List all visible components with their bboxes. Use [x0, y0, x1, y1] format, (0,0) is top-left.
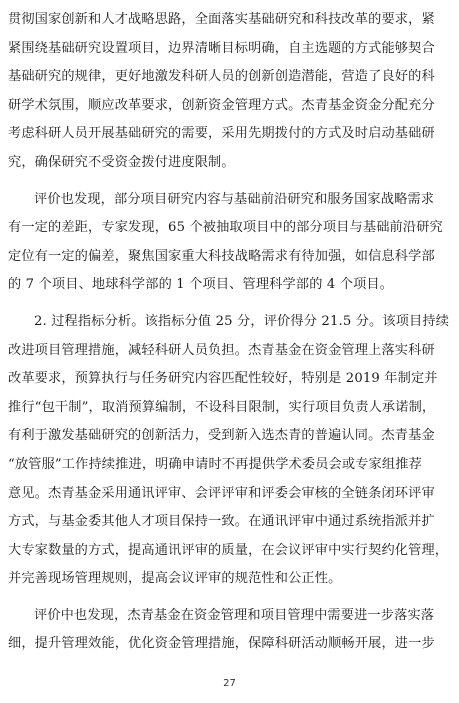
text-line: 改进项目管理措施，减轻科研人员负担。杰青基金在资金管理上落实科研 [8, 342, 435, 358]
text-line: 基础研究的规律，更好地激发科研人员的创新创造潜能，营造了良好的科 [8, 69, 435, 85]
text-line: 贯彻国家创新和人才战略思路，全面落实基础研究和科技改革的要求，紧 [8, 12, 435, 27]
text-line: 推行“包干制”，取消预算编制，不设科目限制，实行项目负责人承诺制， [8, 399, 436, 415]
text-line: 研学术氛围，顺应改革要求，创新资金管理方式。杰青基金资金分配充分 [8, 97, 435, 113]
text-line: 紧围绕基础研究设置项目，边界清晰目标明确，自主选题的方式能够契合 [8, 40, 435, 56]
text-line: 改革要求，预算执行与任务研究内容匹配性较好，特别是 2019 年制定并 [8, 371, 438, 387]
text-line: 评价也发现，部分项目研究内容与基础前沿研究和服务国家战略需求 [34, 191, 435, 207]
paragraph-strategy [8, 6, 450, 178]
text-line: 究，确保研究不受资金拨付进度限制。 [8, 154, 235, 170]
page-number: 27 [223, 678, 236, 689]
text-line: 方式，与基金委其他人才项目保持一致。在通讯评审中通过系统指派并扩 [8, 514, 435, 530]
text-line: 并完善现场管理规则，提高会议评审的规范性和公正性。 [8, 571, 342, 587]
text-line: 有利于激发基础研究的创新活力，受到新入选杰青的普遍认同。杰青基金 [8, 428, 435, 444]
paragraph-gap [8, 594, 450, 602]
text-line: 的 7 个项目、地球科学部的 1 个项目、管理科学部的 4 个项目。 [8, 277, 394, 293]
paragraph-gap [8, 178, 450, 186]
text-line: 细，提升管理效能，优化资金管理措施，保障科研活动顺畅开展，进一步 [8, 636, 435, 652]
paragraph-evaluation-findings [8, 186, 450, 300]
body-text [8, 6, 450, 659]
text-line: 定位有一定的偏差，聚焦国家重大科技战略需求有待加强，如信息科学部 [8, 248, 435, 264]
text-line: 考虑科研人员开展基础研究的需要，采用先期拨付的方式及时启动基础研 [8, 126, 435, 142]
text-line: 2. 过程指标分析。该指标分值 25 分，评价得分 21.5 分。该项目持续 [34, 313, 450, 329]
text-line: 意见。杰青基金采用通讯评审、会评评审和评委会审核的全链条闭环评审 [8, 485, 435, 501]
paragraph-management-findings [8, 602, 450, 659]
text-line: 大专家数量的方式，提高通讯评审的质量，在会议评审中实行契约化管理， [8, 542, 449, 558]
text-line: “放管服”工作持续推进，明确申请时不再提供学术委员会或专家组推荐 [8, 456, 422, 472]
text-line: 有一定的差距，专家发现，65 个被抽取项目中的部分项目与基础前沿研究 [8, 220, 443, 236]
paragraph-process-indicator [8, 308, 450, 594]
paragraph-gap [8, 300, 450, 308]
text-line: 评价中也发现，杰青基金在资金管理和项目管理中需要进一步落实落 [34, 607, 435, 623]
